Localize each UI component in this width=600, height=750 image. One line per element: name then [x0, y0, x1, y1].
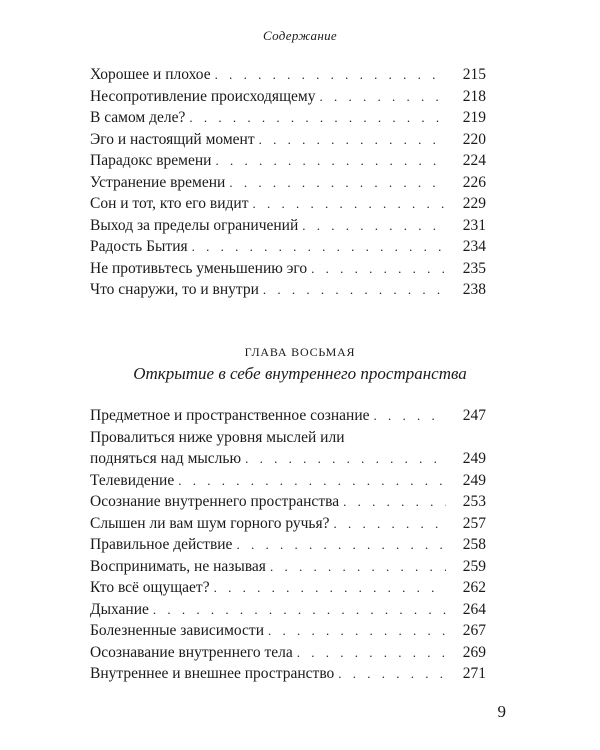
dot-leader	[302, 215, 446, 237]
toc-page-number: 220	[462, 130, 486, 148]
toc-entry[interactable]	[90, 470, 486, 492]
toc-page-number: 257	[462, 514, 486, 532]
toc-page-number: 231	[462, 216, 486, 234]
dot-leader	[245, 448, 446, 470]
toc-list-section-two	[90, 405, 486, 685]
toc-entry[interactable]	[90, 258, 486, 280]
toc-entry[interactable]	[90, 427, 486, 470]
dot-leader	[153, 599, 446, 621]
toc-entry-title: Дыхание	[90, 600, 149, 618]
toc-entry-title: Радость Бытия	[90, 238, 188, 255]
toc-entry-title: Устранение времени	[90, 173, 226, 191]
chapter-title: Открытие в себе внутреннего пространства	[133, 364, 467, 383]
toc-page-number: 267	[462, 622, 486, 639]
dot-leader	[252, 193, 446, 215]
toc-entry-title: Слышен ли вам шум горного ручья?	[90, 514, 330, 532]
toc-page-number: 215	[462, 66, 486, 83]
toc-entry-title: Предметное и пространственное сознание	[90, 407, 370, 424]
toc-entry[interactable]	[90, 107, 486, 129]
toc-entry-title: Сон и тот, кто его видит	[90, 195, 249, 212]
dot-leader	[215, 64, 446, 86]
dot-leader	[229, 172, 446, 194]
toc-entry[interactable]	[90, 279, 486, 301]
toc-entry-title: Правильное действие	[90, 536, 233, 553]
toc-entry-title: Парадокс времени	[90, 152, 212, 169]
toc-entry[interactable]	[90, 577, 486, 599]
toc-page-number: 249	[462, 450, 486, 467]
toc-page-number: 229	[462, 195, 486, 212]
page-number: 9	[497, 702, 506, 721]
dot-leader	[297, 642, 446, 664]
dot-leader	[334, 513, 446, 535]
toc-page-number: 219	[462, 109, 486, 126]
toc-entry-title: Кто всё ощущает?	[90, 579, 210, 596]
dot-leader	[263, 279, 446, 301]
toc-entry-title: Что снаружи, то и внутри	[90, 281, 259, 298]
toc-page-number: 264	[462, 600, 486, 618]
dot-leader	[311, 258, 446, 280]
toc-entry[interactable]	[90, 642, 486, 664]
dot-leader	[215, 150, 446, 172]
toc-entry[interactable]	[90, 599, 486, 621]
toc-entry[interactable]	[90, 534, 486, 556]
toc-entry[interactable]	[90, 215, 486, 237]
toc-entry[interactable]	[90, 620, 486, 642]
toc-page-number: 262	[462, 579, 486, 596]
toc-entry-title: Выход за пределы ограничений	[90, 216, 299, 234]
toc-entry[interactable]	[90, 405, 486, 427]
toc-entry-title: Осознание внутреннего пространства	[90, 493, 340, 510]
toc-entry-title: В самом деле?	[90, 109, 186, 126]
dot-leader	[268, 620, 446, 642]
toc-page-number: 234	[462, 238, 486, 255]
running-head: Содержание	[263, 28, 337, 43]
toc-entry[interactable]	[90, 172, 486, 194]
toc-page-number: 258	[462, 536, 486, 553]
toc-entry-title-line2: подняться над мыслью	[90, 450, 242, 467]
toc-page-number: 235	[462, 259, 486, 277]
dot-leader	[214, 577, 446, 599]
dot-leader	[189, 107, 446, 129]
chapter-label: ГЛАВА ВОСЬМАЯ	[244, 345, 356, 359]
toc-entry[interactable]	[90, 86, 486, 108]
toc-page-number: 238	[462, 281, 486, 298]
toc-page-number: 269	[462, 643, 486, 661]
toc-entry-title: Эго и настоящий момент	[90, 130, 255, 148]
toc-entry-title: Телевидение	[90, 471, 175, 489]
dot-leader	[192, 236, 446, 258]
dot-leader	[236, 534, 446, 556]
toc-entry[interactable]	[90, 150, 486, 172]
dot-leader	[270, 556, 446, 578]
toc-entry[interactable]	[90, 193, 486, 215]
toc-entry[interactable]	[90, 64, 486, 86]
toc-entry[interactable]	[90, 129, 486, 151]
toc-entry-title: Внутреннее и внешнее пространство	[90, 665, 335, 682]
toc-entry-title: Воспринимать, не называя	[90, 557, 266, 575]
toc-page-number: 271	[462, 665, 486, 682]
toc-page-number: 259	[462, 557, 486, 575]
toc-entry[interactable]	[90, 513, 486, 535]
toc-entry-title-line1: Провалиться ниже уровня мыслей или	[90, 428, 345, 446]
toc-entry[interactable]	[90, 663, 486, 685]
toc-entry[interactable]	[90, 491, 486, 513]
dot-leader	[319, 86, 446, 108]
toc-page-number: 218	[462, 87, 486, 105]
toc-entry-title: Несопротивление происходящему	[90, 87, 316, 105]
toc-list-section-one	[90, 64, 486, 301]
dot-leader	[259, 129, 446, 151]
toc-entry-title: Не противьтесь уменьшению эго	[90, 259, 308, 277]
toc-entry-title: Осознавание внутреннего тела	[90, 643, 293, 661]
toc-page-number: 253	[462, 493, 486, 510]
dot-leader	[343, 491, 446, 513]
toc-page-number: 249	[462, 471, 486, 489]
dot-leader	[374, 405, 446, 427]
toc-entry[interactable]	[90, 556, 486, 578]
dot-leader	[338, 663, 446, 685]
toc-page-number: 247	[462, 407, 486, 424]
toc-entry-title: Хорошее и плохое	[90, 66, 211, 83]
toc-entry-title: Болезненные зависимости	[90, 622, 264, 639]
dot-leader	[178, 470, 446, 492]
toc-page-number: 226	[462, 173, 486, 191]
toc-entry[interactable]	[90, 236, 486, 258]
toc-page-number: 224	[462, 152, 486, 169]
